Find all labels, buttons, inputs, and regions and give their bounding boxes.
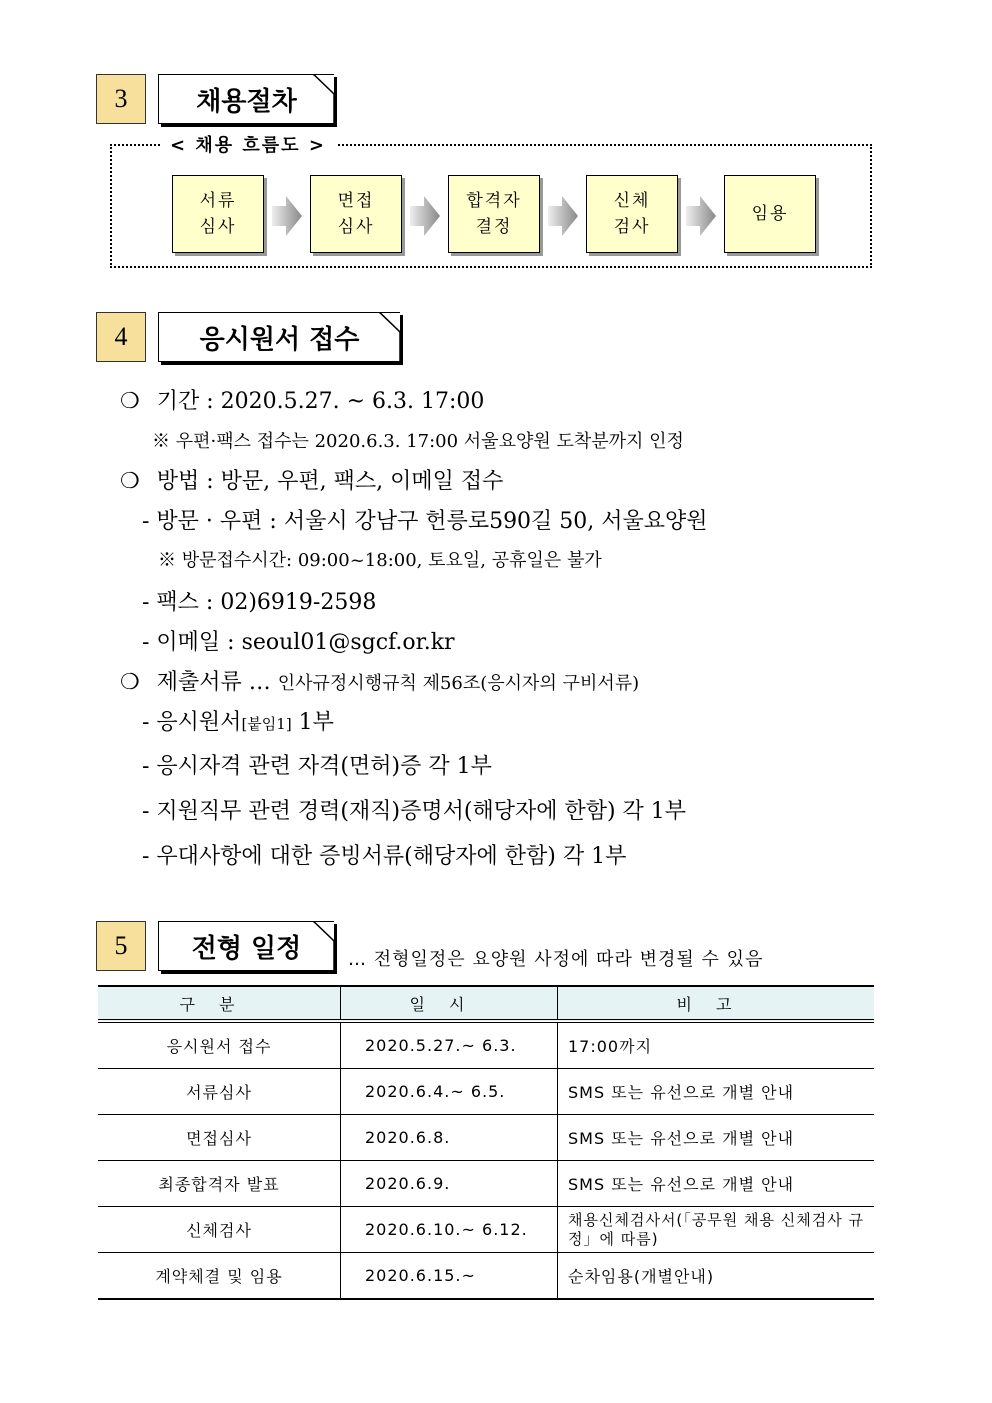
table-row: [98, 1253, 874, 1300]
flow-step-text: 검사: [613, 217, 651, 237]
column-header: 비고: [558, 986, 875, 1021]
cell-date: 2020.6.4.~ 6.5.: [341, 1069, 558, 1115]
cell-date: 2020.6.10.~ 6.12.: [341, 1207, 558, 1253]
flow-step-text: 심사: [337, 217, 375, 237]
cell-item: 신체검사: [98, 1207, 341, 1253]
bullet-icon: ❍: [120, 389, 140, 414]
period-text: 기간 : 2020.5.27. ~ 6.3. 17:00: [156, 389, 485, 414]
section-title: [158, 921, 334, 971]
doc-count: 1부: [298, 710, 334, 735]
cell-note: 17:00까지: [558, 1021, 875, 1069]
doc-career: - 지원직무 관련 경력(재직)증명서(해당자에 한함) 각 1부: [142, 799, 687, 824]
flow-step-text: 심사: [199, 217, 237, 237]
period-line: [120, 384, 484, 415]
flow-step-text: 결정: [475, 217, 513, 237]
column-header: 일시: [341, 986, 558, 1021]
doc-text: - 응시원서: [142, 710, 242, 735]
flow-step-appointment: [724, 175, 816, 253]
flow-step-text: 합격자: [466, 191, 522, 211]
cell-note: SMS 또는 유선으로 개별 안내: [558, 1161, 875, 1207]
docs-label: 제출서류 …: [156, 670, 271, 695]
section-title-text: 전형 일정: [191, 933, 302, 964]
cell-date: 2020.5.27.~ 6.3.: [341, 1021, 558, 1069]
cell-item: 계약체결 및 임용: [98, 1253, 341, 1300]
arrow-right-icon: [410, 196, 440, 236]
bullet-icon: ❍: [120, 469, 140, 494]
section-title: [158, 74, 334, 124]
section-title-text: 응시원서 접수: [199, 324, 360, 355]
arrow-right-icon: [272, 196, 302, 236]
table-row: [98, 1115, 874, 1161]
method-email: - 이메일 : seoul01@sgcf.or.kr: [142, 630, 455, 655]
docs-rule: 인사규정시행규칙 제56조(응시자의 구비서류): [277, 673, 640, 694]
section-number: 4: [96, 312, 146, 362]
schedule-note: … 전형일정은 요양원 사정에 따라 변경될 수 있음: [348, 949, 764, 970]
method-line: [120, 464, 503, 495]
doc-application: [142, 705, 334, 736]
column-header: 구분: [98, 986, 341, 1021]
table-row: [98, 1161, 874, 1207]
cell-date: 2020.6.8.: [341, 1115, 558, 1161]
flow-step-text: 서류: [199, 191, 237, 211]
method-text: 방법 : 방문, 우편, 팩스, 이메일 접수: [156, 469, 504, 494]
doc-license: - 응시자격 관련 자격(면허)증 각 1부: [142, 754, 492, 779]
arrow-right-icon: [686, 196, 716, 236]
method-visit: - 방문 · 우편 : 서울시 강남구 헌릉로590길 50, 서울요양원: [142, 509, 708, 534]
section-title: [158, 312, 400, 362]
table-header-row: [98, 986, 874, 1021]
folded-corner-icon: [379, 312, 401, 363]
flow-chart-caption: < 채용 흐름도 >: [160, 131, 336, 157]
cell-date: 2020.6.9.: [341, 1161, 558, 1207]
section-number: 3: [96, 74, 146, 124]
flow-step-text: 신체: [613, 191, 651, 211]
method-fax: - 팩스 : 02)6919-2598: [142, 590, 377, 615]
cell-note: SMS 또는 유선으로 개별 안내: [558, 1115, 875, 1161]
cell-note: 순차임용(개별안내): [558, 1253, 875, 1300]
section-title-text: 채용절차: [196, 86, 297, 117]
bullet-icon: ❍: [120, 670, 140, 695]
cell-date: 2020.6.15.~: [341, 1253, 558, 1300]
flow-step-text: 임용: [751, 204, 789, 224]
schedule-table: [98, 985, 874, 1300]
cell-item: 면접심사: [98, 1115, 341, 1161]
cell-note: 채용신체검사서(「공무원 채용 신체검사 규정」에 따름): [558, 1207, 875, 1253]
flow-step-interview: [310, 175, 402, 253]
period-note: ※ 우편·팩스 접수는 2020.6.3. 17:00 서울요양원 도착분까지 인정: [152, 431, 684, 452]
section-number: 5: [96, 921, 146, 971]
flow-step-decision: [448, 175, 540, 253]
doc-preference: - 우대사항에 대한 증빙서류(해당자에 한함) 각 1부: [142, 844, 627, 869]
table-row: [98, 1021, 874, 1069]
docs-line: [120, 665, 639, 696]
flow-step-medical-exam: [586, 175, 678, 253]
flow-step-text: 면접: [337, 191, 375, 211]
table-row: [98, 1207, 874, 1253]
method-visit-note: ※ 방문접수시간: 09:00~18:00, 토요일, 공휴일은 불가: [158, 550, 602, 571]
folded-corner-icon: [313, 74, 335, 125]
cell-item: 응시원서 접수: [98, 1021, 341, 1069]
doc-attachment-tag: [붙임1]: [241, 715, 292, 733]
cell-note: SMS 또는 유선으로 개별 안내: [558, 1069, 875, 1115]
arrow-right-icon: [548, 196, 578, 236]
flow-step-document-review: [172, 175, 264, 253]
table-row: [98, 1069, 874, 1115]
cell-item: 서류심사: [98, 1069, 341, 1115]
cell-item: 최종합격자 발표: [98, 1161, 341, 1207]
folded-corner-icon: [313, 921, 335, 972]
